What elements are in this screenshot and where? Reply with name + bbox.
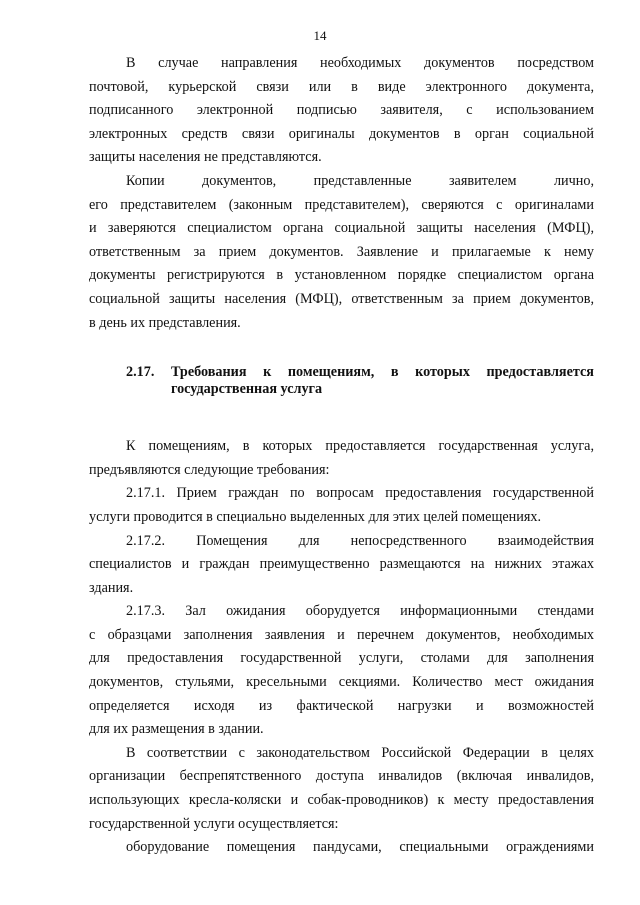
text-line: в день их представления. [89,314,241,331]
paragraph-2-17-3 [89,600,594,742]
text-line: В случае направления необходимых документов посредством [126,55,594,71]
text-line: электронных средств связи оригиналы документов в орган социальной [89,125,594,142]
text-line: 2.17.3. Зал ожидания оборудуется информационными стендами [126,603,594,620]
text-line: организации беспрепятственного доступа инвалидов (включая инвалидов, [89,768,594,785]
section-title-line: государственная услуга [171,381,323,398]
text-line: здания. [89,579,134,596]
section-title-line: Требования к помещениям, в которых предоставляется [171,364,594,381]
section-heading [89,364,594,398]
text-line: К помещениям, в которых предоставляется государственная услуга, [126,438,594,455]
paragraph-equipment [89,836,594,860]
text-line: услуги проводится в специально выделенных для этих целей помещениях. [89,508,542,525]
text-line: Копии документов, представленные заявителем лично, [126,172,594,189]
text-line: специалистов и граждан преимущественно размещаются на нижних этажах [89,556,594,573]
text-line: определяется исходя из фактической нагрузки и возможностей [89,697,594,714]
text-line: и заверяются специалистом органа социальной защиты населения (МФЦ), [89,220,594,237]
text-line: социальной защиты населения (МФЦ), ответственным за прием документов, [89,290,594,307]
text-line: В соответствии с законодательством Российской Федерации в целях [126,744,594,761]
text-line: для их размещения в здании. [89,721,264,738]
text-line: почтовой, курьерской связи или в виде электронного документа, [89,78,594,95]
text-line: 2.17.2. Помещения для непосредственного взаимодействия [126,532,594,549]
text-line: с образцами заполнения заявления и перечнем документов, необходимых [89,626,594,643]
paragraph-accessibility [89,742,594,836]
text-line: документов, стульями, кресельными секциями. Количество мест ожидания [89,674,594,691]
text-line: защиты населения не представляются. [89,149,322,166]
paragraph-2-17-2 [89,530,594,601]
text-line: государственной услуги осуществляется: [89,815,339,832]
text-line: его представителем (законным представителем), сверяются с оригиналами [89,196,594,213]
text-line: оборудование помещения пандусами, специальными ограждениями [126,839,594,856]
section-number: 2.17. [126,364,155,381]
paragraph-premises-requirements [89,435,594,482]
paragraph-2-17-1 [89,482,594,529]
page-number: 14 [313,28,327,43]
paragraph-postal-submission [89,52,594,170]
text-line: для предоставления государственной услуги, столами для заполнения [89,650,594,667]
text-line: ответственным за прием документов. Заявление и прилагаемые к нему [89,243,594,260]
text-line: подписанного электронной подписью заявителя, с использованием [89,102,594,119]
text-line: документы регистрируются в установленном порядке специалистом органа [89,267,594,284]
document-body [89,52,594,860]
paragraph-document-copies [89,170,594,335]
text-line: использующих кресла-коляски и собак-проводников) к месту предоставления [89,792,594,809]
text-line: 2.17.1. Прием граждан по вопросам предоставления государственной [126,485,594,502]
text-line: предъявляются следующие требования: [89,461,330,478]
section-title [171,364,594,398]
